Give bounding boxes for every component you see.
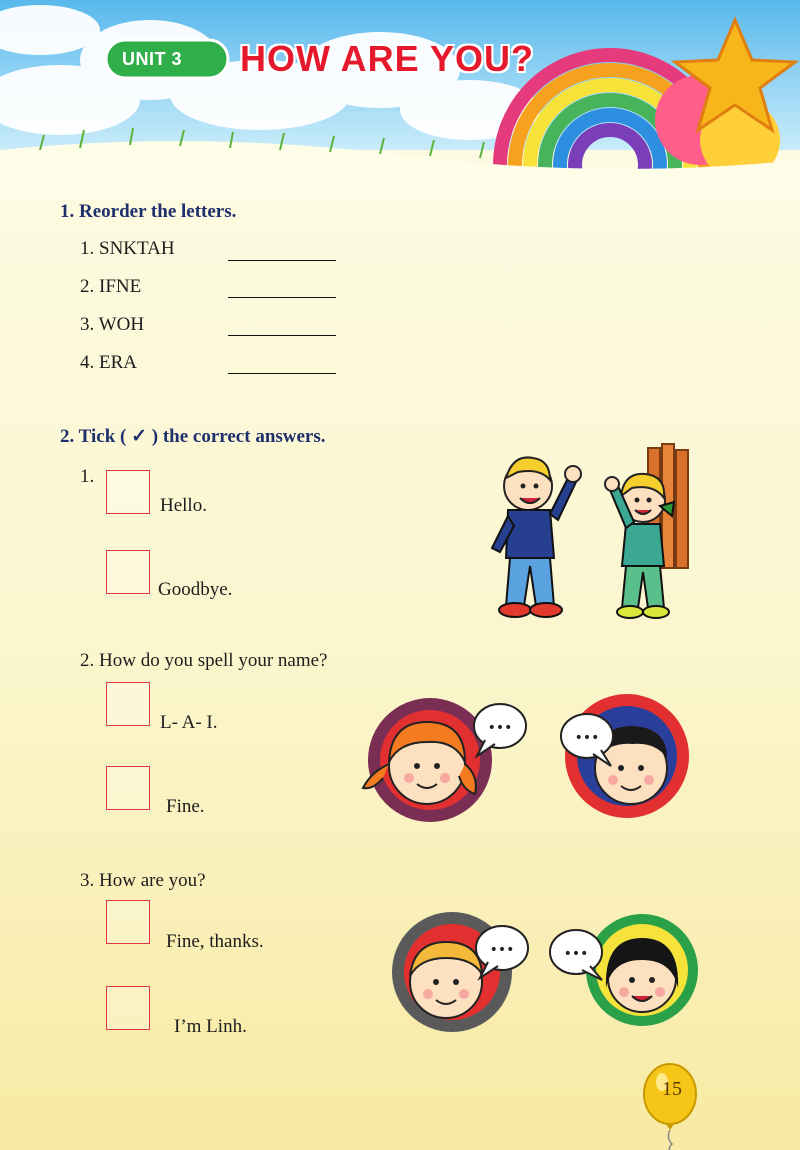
option-q1-b: Goodbye. xyxy=(158,579,233,600)
option-q2-b: Fine. xyxy=(166,796,205,817)
item-number: 2. xyxy=(80,276,95,297)
answer-blank-4[interactable] xyxy=(228,373,336,374)
reorder-item-1 xyxy=(80,238,175,260)
answer-blank-1[interactable] xyxy=(228,260,336,261)
item-number: 3. xyxy=(80,314,95,335)
speech-dots: ••• xyxy=(487,720,513,736)
item-number: 1. xyxy=(80,238,95,259)
question-2-label: 2. How do you spell your name? xyxy=(80,650,328,671)
talking-faces-illustration-1 xyxy=(355,692,695,822)
option-q1-a: Hello. xyxy=(160,495,207,516)
scrambled-letters: ERA xyxy=(99,352,137,373)
reorder-item-3 xyxy=(80,314,144,336)
scrambled-letters: IFNE xyxy=(99,276,142,297)
question-3-label: 3. How are you? xyxy=(80,870,206,891)
header-banner xyxy=(0,0,800,200)
option-q3-b: I’m Linh. xyxy=(174,1016,247,1037)
scrambled-letters: WOH xyxy=(98,314,145,335)
reorder-item-4 xyxy=(80,352,137,374)
page-number: 15 xyxy=(662,1078,682,1100)
option-q3-a: Fine, thanks. xyxy=(166,931,264,952)
reorder-item-2 xyxy=(80,276,141,298)
tick-box-q3-b[interactable] xyxy=(106,986,150,1030)
tick-box-q2-b[interactable] xyxy=(106,766,150,810)
speech-dots: ••• xyxy=(574,730,600,746)
tick-box-q2-a[interactable] xyxy=(106,682,150,726)
section-2-title: 2. Tick ( ✓ ) the correct answers. xyxy=(60,426,326,447)
unit-title: HOW ARE YOU? xyxy=(240,38,535,79)
scrambled-letters: SNKTAH xyxy=(99,238,175,259)
tick-box-q3-a[interactable] xyxy=(106,900,150,944)
balloon-icon xyxy=(640,1062,700,1150)
option-q2-a: L- A- I. xyxy=(160,712,218,733)
talking-faces-illustration-2 xyxy=(380,908,700,1033)
item-number: 4. xyxy=(80,352,95,373)
speech-dots: ••• xyxy=(563,946,589,962)
answer-blank-3[interactable] xyxy=(228,335,336,336)
tick-box-q1-a[interactable] xyxy=(106,470,150,514)
speech-dots: ••• xyxy=(489,942,515,958)
tick-box-q1-b[interactable] xyxy=(106,550,150,594)
section-1-title: 1. Reorder the letters. xyxy=(60,201,237,222)
question-1-label: 1. xyxy=(80,466,95,487)
unit-label: UNIT 3 xyxy=(122,49,183,69)
waving-children-illustration xyxy=(488,438,708,628)
answer-blank-2[interactable] xyxy=(228,297,336,298)
tick-mark-icon: ✓ xyxy=(131,426,148,447)
